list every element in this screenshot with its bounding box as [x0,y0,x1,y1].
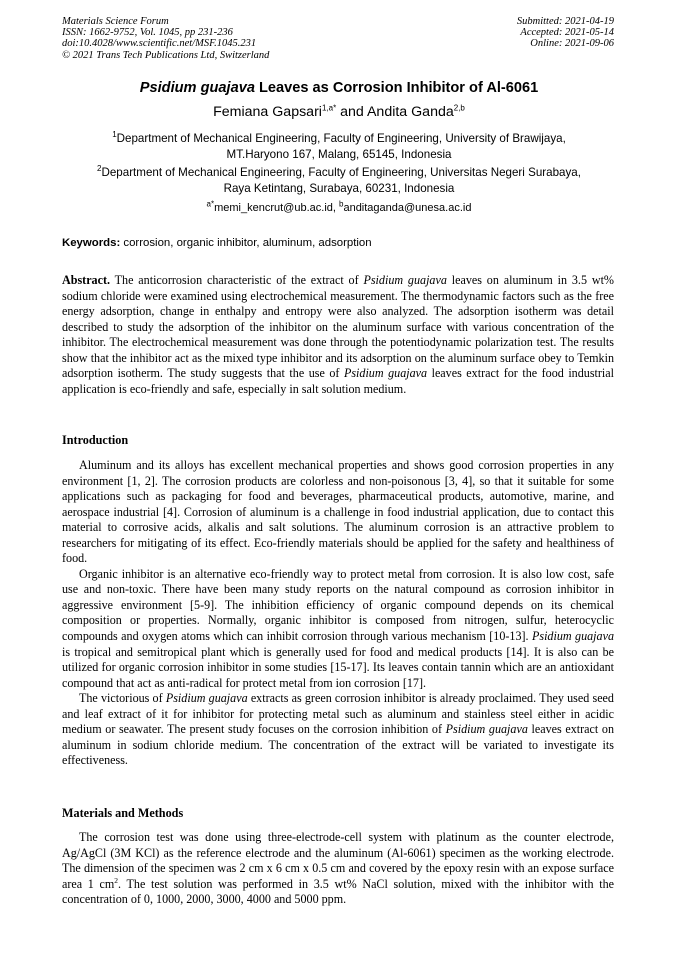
intro-p3-text-2: extracts as green corrosion inhibitor is already proclaimed. They used seed and leaf extract of it for inhibitor for protecting metal such as aluminum and stainless steel either in acidic medium or seawater. The present study focuses on the corrosion inhibition of [62,691,614,737]
journal-doi[interactable]: doi:10.4028/www.scientific.net/MSF.1045.231 [62,38,257,50]
title-rest: Leaves as Corrosion Inhibitor of Al-6061 [254,80,539,96]
intro-p3-species-1: Psidium guajava [165,691,248,706]
abstract-text-1: The anticorrosion characteristic of the extract of [110,273,364,287]
journal-name: Materials Science Forum [62,16,169,27]
affiliation-2 [0,165,678,197]
journal-header-left [62,16,269,61]
abstract [62,273,614,397]
affiliation-1 [0,131,678,163]
methods-text-2: . The test solution was performed in 3.5 wt% NaCl solution, mixed with the inhibitor with the concentration of 0, 1000, 2000, 3000, 4000 and 5000 ppm. [62,876,614,907]
methods-text-1: The corrosion test was done using three-electrode-cell system with platinum as the counter electrode, Ag/AgCl (3M KCl) as the reference electrode and the aluminum (Al-6061) specimen as the working electrode. The dimension of the specimen was 2 cm x 6 cm x 0.5 cm and covered by the epoxy resin with an expose surface area 1 cm [62,830,614,891]
affiliation-1-sup: 1 [112,130,117,140]
keywords-label: Keywords: [62,237,121,249]
affiliation-1-line-2: MT.Haryono 167, Malang, 65145, Indonesia [226,148,452,161]
email-b[interactable]: anditaganda@unesa.ac.id [343,202,472,214]
paper-title [0,80,678,96]
intro-p2-text-1: Organic inhibitor is an alternative eco-friendly way to protect metal from corrosion. It is also low cost, safe use and non-toxic. There have been many study reports on the natural compound as corrosion inhibitor in aggressive environment [5-9]. The inhibition efficiency of organic compound depends on its chemical composition or properties. Normally, organic inhibitor is composed from nitrogen, sulfur, heterocyclic compounds and oxygen atoms which can inhibit corrosion through various mechanism [10-13]. [62,566,614,644]
methods-heading: Materials and Methods [62,806,184,820]
abstract-text-3: leaves extract for the food industrial application is eco-friendly and safe, especially in salt solution medium. [62,366,614,396]
author-2-sup: 2,b [453,103,465,113]
introduction-paragraph-2 [62,567,614,691]
author-1: Femiana Gapsari [213,104,322,120]
introduction-heading: Introduction [62,433,129,447]
methods-body [62,830,614,908]
title-species: Psidium guajava [139,80,255,96]
email-a-sup: a* [206,199,215,209]
author-connector: and [336,104,367,120]
abstract-species-2: Psidium guajava [343,366,428,381]
abstract-text-2: leaves on aluminum in 3.5 wt% sodium chloride were examined using electrochemical measurement. The thermodynamic factors such as the free energy adsorption, change in enthalpy and entropy were also analyzed. The adsorption isotherm was detail described to study the adsorption of the inhibitor on the aluminum surface with various concentration of the inhibitor. The electrochemical measurement was done through the potentiodynamic polarization test. The results show that the inhibitor act as the mixed type inhibitor and its adsorption on the aluminum surface obey to Temkin adsorption isotherm. The study suggests that the use of [62,273,615,381]
journal-copyright: © 2021 Trans Tech Publications Ltd, Switzerland [62,49,270,61]
affiliation-2-sup: 2 [97,164,102,174]
author-1-sup: 1,a* [321,103,337,113]
affiliation-2-line-2: Raya Ketintang, Surabaya, 60231, Indonesia [223,182,455,195]
methods-paragraph-1 [62,830,614,908]
email-a[interactable]: memi_kencrut@ub.ac.id, [214,202,339,214]
intro-p3-species-2: Psidium guajava [445,722,528,737]
introduction-body [62,458,614,769]
intro-p2-species: Psidium guajava [531,629,614,644]
accepted-date: Accepted: 2021-05-14 [520,27,614,39]
methods-superscript: 2 [114,875,119,885]
journal-issn: ISSN: 1662-9752, Vol. 1045, pp 231-236 [62,27,233,39]
online-date: Online: 2021-09-06 [530,38,614,50]
abstract-label: Abstract. [62,273,111,287]
keywords [62,237,372,249]
intro-p3-text-3: leaves extract on aluminum in sodium chloride medium. The concentration of the extract will be variated to investigate its effectiveness. [62,722,614,768]
introduction-paragraph-3 [62,691,614,769]
abstract-species-1: Psidium guajava [363,273,447,287]
intro-p3-text-1: The victorious of [79,691,166,706]
intro-p2-text-2: is tropical and semitropical plant which is generally used for food and medical products [14]. It is also can be utilized for organic corrosion inhibitor in some studies [15-17]. Its leaves contain tannin which are an antioxidant compound that act as anti-radical for protect metal from ion corrosion [17]. [62,644,614,690]
affiliation-2-line-1: Department of Mechanical Engineering, Faculty of Engineering, Universitas Negeri Surabaya, [101,166,581,179]
email-line [0,199,678,214]
author-2: Andita Ganda [366,104,454,120]
email-b-sup: b [339,199,344,209]
keywords-text: corrosion, organic inhibitor, aluminum, adsorption [120,237,372,249]
submitted-date: Submitted: 2021-04-19 [516,16,614,27]
introduction-paragraph-1: Aluminum and its alloys has excellent mechanical properties and shows good corrosion properties in any environment [1, 2]. The corrosion products are colorless and non-poisonous [3, 4], so that it suitable for some applications such as packaging for food and beverages, pharmaceutical products, automotive, marine, and aerospace industrial [4]. Corrosion of aluminum is a challenge in food industrial application, due to contact this material to corrosive acids, alkalis and salt solutions. The aluminum corrosion is an attractive problem to researchers for mitigating of its effect. Eco-friendly materials should be applied for the safety and healthiness of food. [62,458,614,566]
author-line [0,104,678,120]
affiliation-1-line-1: Department of Mechanical Engineering, Faculty of Engineering, University of Brawijaya, [116,132,566,145]
journal-header-right [517,16,614,50]
